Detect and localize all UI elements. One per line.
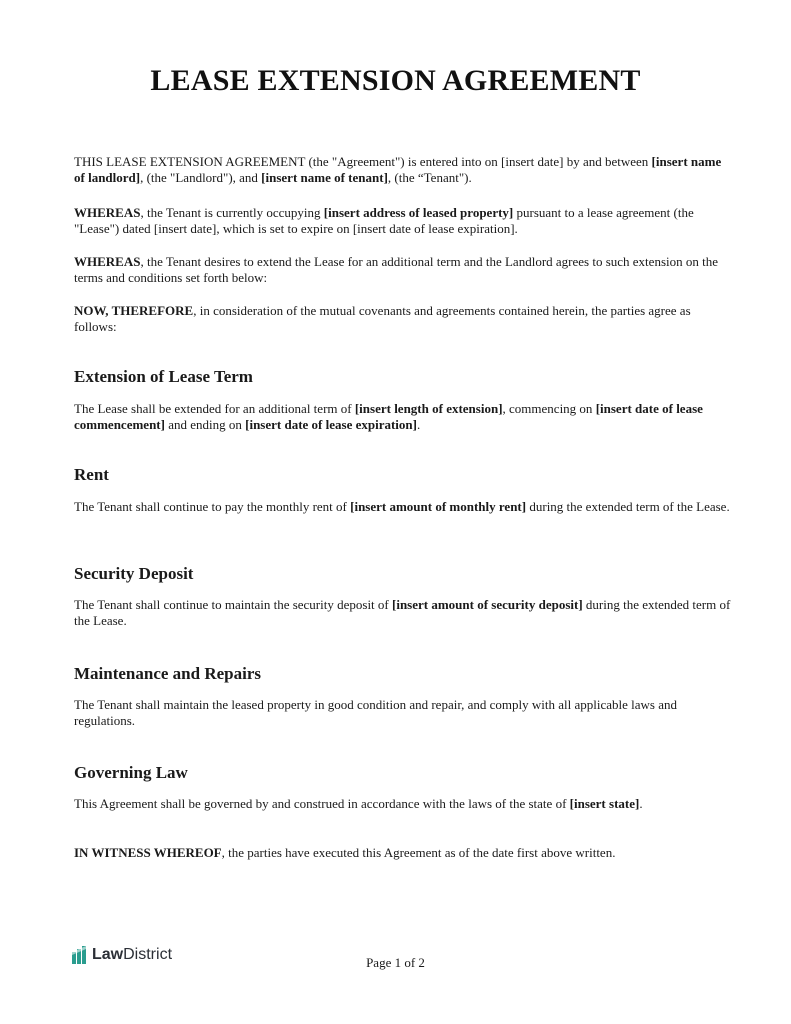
rent-paragraph — [74, 499, 734, 515]
whereas-label: WHEREAS — [74, 254, 141, 269]
logo-district-text: District — [123, 946, 173, 963]
whereas-paragraph-2 — [74, 254, 734, 286]
landlord-placeholder: [insert name of landlord] — [74, 154, 722, 185]
law-text-1: This Agreement shall be governed by and construed in accordance with the laws of the state of — [74, 796, 570, 811]
section-heading-extension: Extension of Lease Term — [74, 367, 253, 386]
extension-text-4: . — [416, 417, 421, 432]
intro-paragraph — [74, 154, 734, 186]
address-placeholder: [insert address of leased property] — [323, 205, 514, 220]
expiration-date-placeholder: [insert date of lease expiration] — [245, 417, 417, 432]
section-heading-deposit: Security Deposit — [74, 564, 194, 583]
whereas1-text-1: , the Tenant is currently occupying — [140, 205, 324, 220]
rent-text-2: during the extended term of the Lease. — [526, 499, 730, 514]
law-text-2: . — [639, 796, 643, 811]
whereas-label: WHEREAS — [74, 205, 141, 220]
witness-text: , the parties have executed this Agreement as of the date first above written. — [221, 845, 616, 860]
intro-text-3: , (the “Tenant"). — [387, 170, 472, 185]
now-therefore-text: , in consideration of the mutual covenants and agreements contained herein, the parties agree as follows: — [74, 303, 691, 334]
state-placeholder: [insert state] — [569, 796, 640, 811]
security-deposit-placeholder: [insert amount of security deposit] — [392, 597, 583, 612]
witness-label: IN WITNESS WHEREOF — [74, 845, 222, 860]
section-heading-governing-law: Governing Law — [74, 763, 188, 782]
monthly-rent-placeholder: [insert amount of monthly rent] — [350, 499, 527, 514]
maintenance-text: The Tenant shall maintain the leased property in good condition and repair, and comply with all applicable laws and regulations. — [74, 697, 678, 728]
section-heading-rent: Rent — [74, 465, 109, 484]
intro-text-2: , (the "Landlord"), and — [140, 170, 262, 185]
extension-text-2: , commencing on — [502, 401, 596, 416]
rent-text-1: The Tenant shall continue to pay the monthly rent of — [74, 499, 351, 514]
governing-law-paragraph — [74, 796, 734, 812]
deposit-text-2: during the extended term of the Lease. — [74, 597, 731, 628]
intro-text-1: THIS LEASE EXTENSION AGREEMENT (the "Agreement") is entered into on [insert date] by and between — [74, 154, 652, 169]
tenant-placeholder: [insert name of tenant] — [261, 170, 388, 185]
deposit-paragraph — [74, 597, 734, 629]
deposit-text-1: The Tenant shall continue to maintain the security deposit of — [74, 597, 392, 612]
now-therefore-paragraph — [74, 303, 734, 335]
maintenance-paragraph — [74, 697, 734, 729]
section-heading-maintenance: Maintenance and Repairs — [74, 664, 261, 683]
document-title: LEASE EXTENSION AGREEMENT — [150, 64, 641, 97]
commencement-date-placeholder: [insert date of lease commencement] — [74, 401, 703, 432]
extension-text-3: and ending on — [164, 417, 246, 432]
whereas-paragraph-1 — [74, 205, 734, 237]
whereas1-text-2: pursuant to a lease agreement (the "Lease") dated [insert date], which is set to expire on [insert date of lease expiration]. — [74, 205, 694, 236]
page-number: Page 1 of 2 — [366, 955, 425, 970]
whereas2-text: , the Tenant desires to extend the Lease for an additional term and the Landlord agrees to such extension on the terms and conditions set forth below: — [74, 254, 718, 285]
extension-length-placeholder: [insert length of extension] — [354, 401, 503, 416]
extension-text-1: The Lease shall be extended for an additional term of — [74, 401, 355, 416]
now-therefore-label: NOW, THEREFORE — [74, 303, 194, 318]
logo-law-text: Law — [92, 946, 124, 963]
extension-paragraph — [74, 401, 734, 433]
witness-paragraph — [74, 845, 734, 861]
